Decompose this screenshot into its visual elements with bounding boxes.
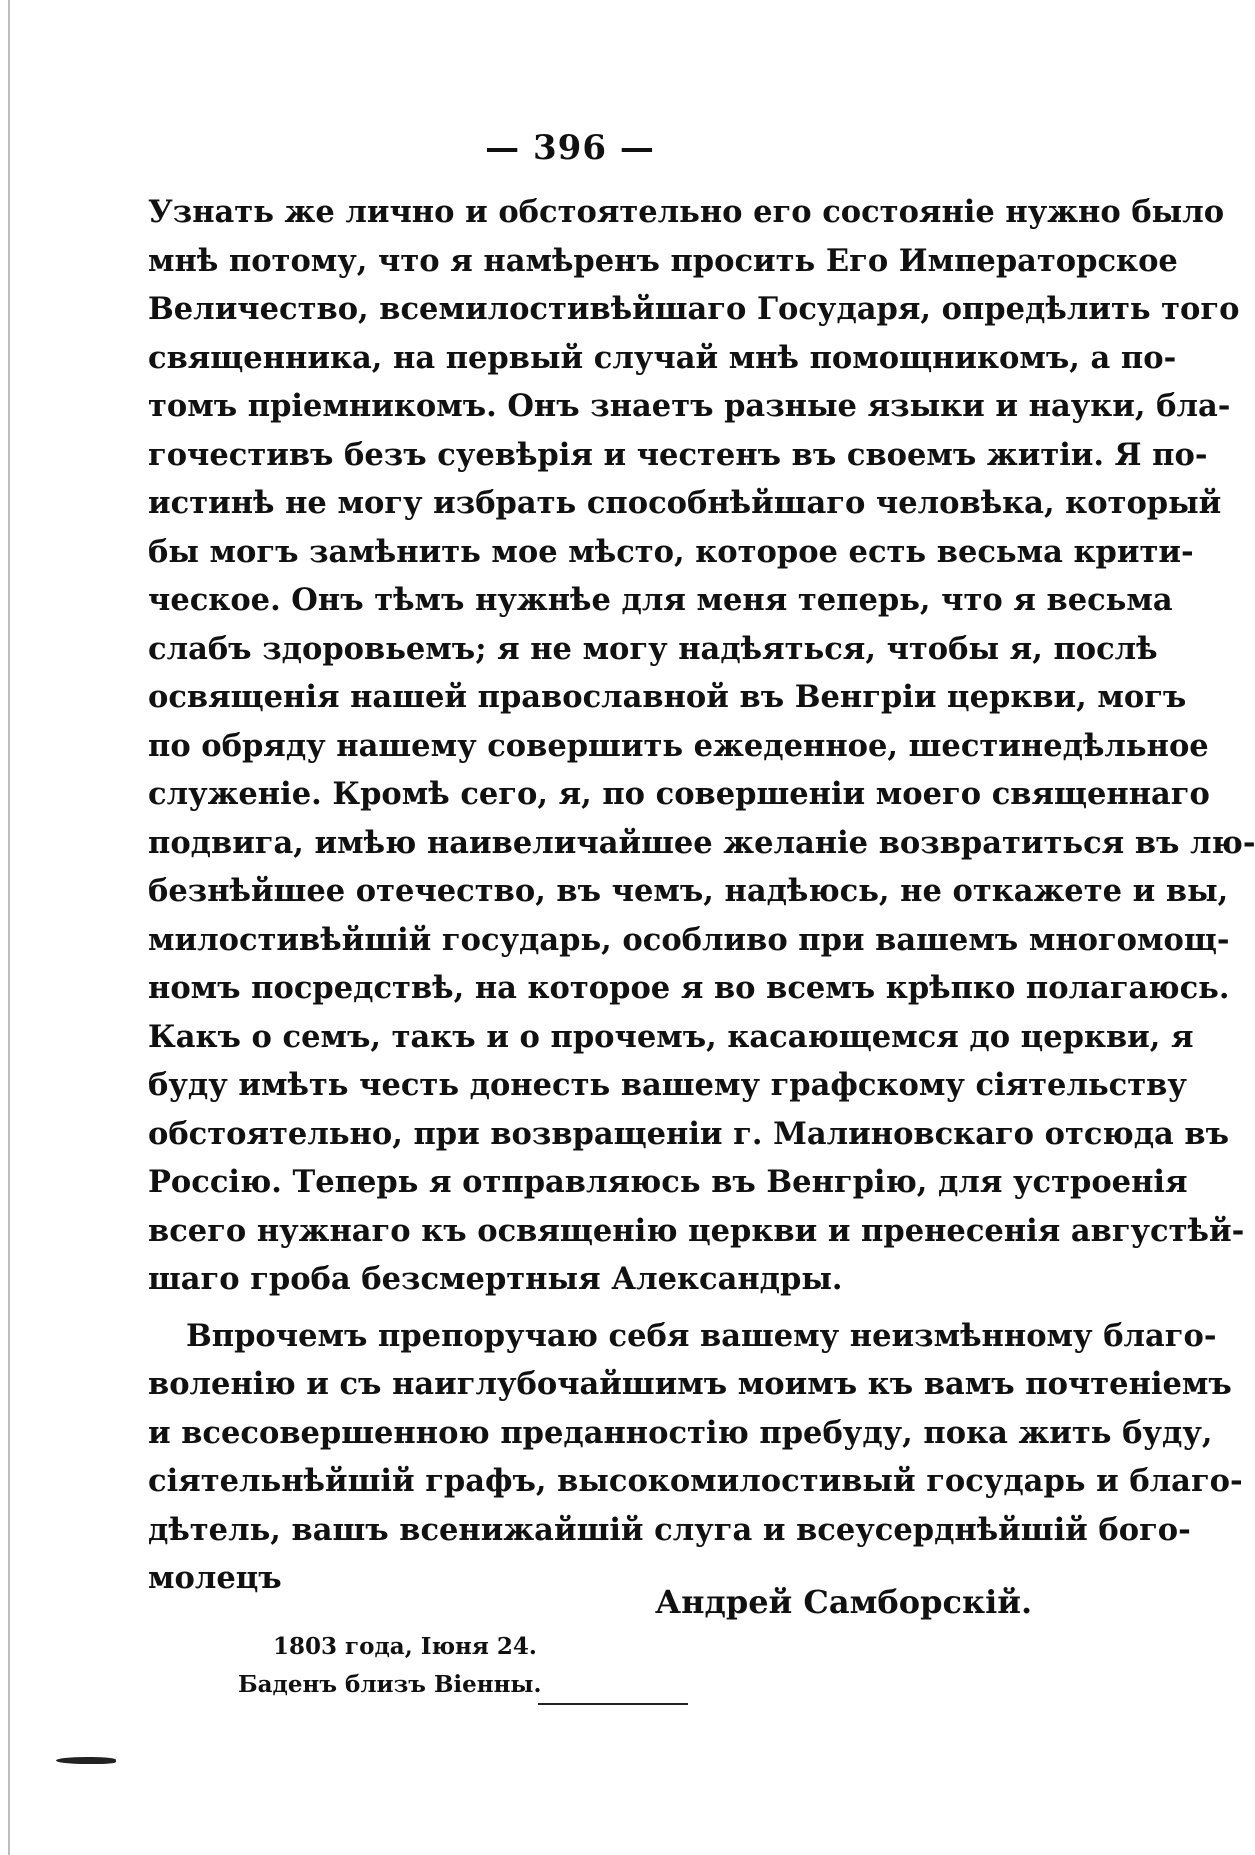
text-line: молецъ [148,1560,282,1596]
dateline [238,1628,542,1704]
text-line: воленію и съ наиглубочайшимъ моимъ къ вамъ почтеніемъ [148,1366,1232,1402]
text-line: всего нужнаго къ освященію церкви и пренесенія августѣй- [148,1212,1245,1249]
text-line: по обряду нашему совершить ежеденное, шестинедѣльное [148,727,1209,764]
text-line: мнѣ потому, что я намѣренъ просить Его Императорское [148,242,1178,279]
text-line: подвига, имѣю наивеличайшее желаніе возвратиться въ лю- [148,824,1255,861]
end-rule [538,1703,688,1705]
text-line: слабъ здоровьемъ; я не могу надѣяться, чтобы я, послѣ [148,630,1158,667]
margin-ink-mark [56,1757,116,1764]
page-edge-rule [8,0,10,1855]
text-line: шаго гроба безсмертныя Александры. [148,1261,843,1297]
text-line: обстоятельно, при возвращеніи г. Малиновскаго отсюда въ [148,1115,1230,1152]
text-line: и всесовершенною преданностію пребуду, пока жить буду, [148,1414,1213,1451]
text-line: освященія нашей православной въ Венгріи церкви, могъ [148,679,1187,715]
text-line: томъ пріемникомъ. Онъ знаетъ разные языки и науки, бла- [148,388,1231,424]
page-number: — 396 — [485,128,655,168]
text-line: священника, на первый случай мнѣ помощникомъ, а по- [148,339,1177,376]
text-line: номъ посредствѣ, на которое я во всемъ крѣпко полагаюсь. [148,970,1230,1006]
text-line: гочестивъ безъ суевѣрія и честенъ въ своемъ житіи. Я по- [148,436,1208,473]
text-line: Впрочемъ препоручаю себя вашему неизмѣнному благо- [186,1317,1217,1354]
text-line: буду имѣть честь донесть вашему графскому сіятельству [148,1067,1187,1103]
text-line: Россію. Теперь я отправляюсь въ Венгрію, для устроенія [148,1164,1188,1200]
text-line: безнѣйшее отечество, въ чемъ, надѣюсь, не откажете и вы, [148,873,1229,909]
text-line: ческое. Онъ тѣмъ нужнѣе для меня теперь, что я весьма [148,582,1173,618]
text-line: сіятельнѣйшій графъ, высокомилостивый государь и благо- [148,1463,1243,1499]
text-line: истинѣ не могу избрать способнѣйшаго человѣка, который [148,485,1222,521]
letter-body [148,188,1255,1603]
text-line: бы могъ замѣнить мое мѣсто, которое есть весьма крити- [148,533,1194,570]
dateline-place: Баденъ близъ Віенны. [238,1671,542,1698]
text-line: Узнать же лично и обстоятельно его состояніе нужно было [148,194,1225,230]
text-line: милостивѣйшій государь, особливо при вашемъ многомощ- [148,921,1230,958]
signature: Андрей Самборскій. [655,1583,1033,1621]
paragraph-gap [148,1304,1093,1312]
text-line: дѣтель, вашъ всенижайшій слуга и всеусерднѣйшій бого- [148,1511,1191,1548]
text-line: служеніе. Кромѣ сего, я, по совершеніи моего священнаго [148,776,1210,812]
text-line: Какъ о семъ, такъ и о прочемъ, касающемся до церкви, я [148,1018,1194,1055]
text-line: Величество, всемилостивѣйшаго Государя, опредѣлить того [148,291,1240,327]
dateline-date: 1803 года, Іюня 24. [273,1633,537,1660]
